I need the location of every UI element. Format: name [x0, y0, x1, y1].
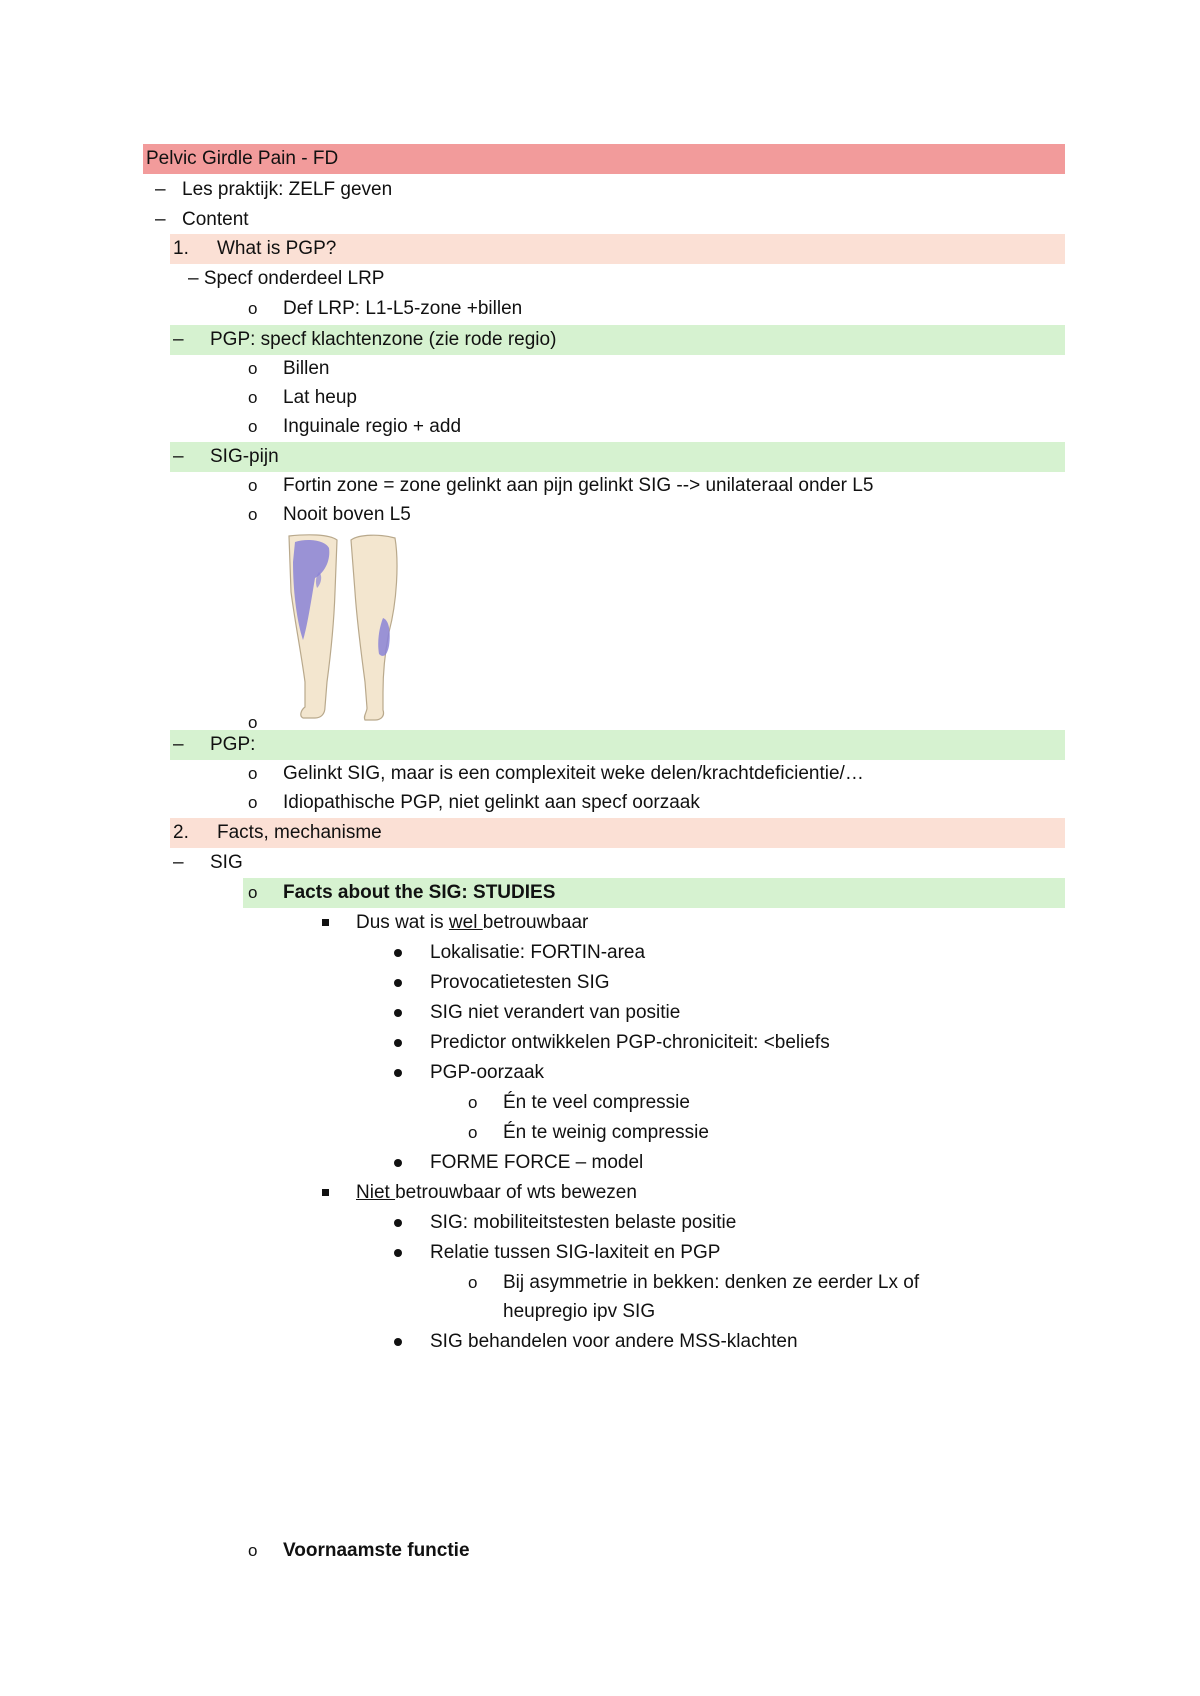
dot-marker [394, 1238, 402, 1268]
circle-marker: o [248, 299, 258, 318]
dash-marker: – [173, 446, 184, 467]
item-text: Inguinale regio + add [283, 416, 462, 437]
dot-marker [394, 1028, 402, 1058]
item-text-part: betrouwbaar of wts bewezen [395, 1182, 637, 1203]
item-text: Lat heup [283, 387, 357, 408]
dot-marker [394, 998, 402, 1028]
item-text: Les praktijk: ZELF geven [182, 179, 393, 200]
item-text [356, 1178, 637, 1208]
circle-marker: o [248, 764, 258, 783]
list-item-continuation: heupregio ipv SIG [503, 1301, 656, 1322]
dot-marker [394, 1327, 402, 1357]
number-marker: 2. [173, 822, 189, 843]
item-text [356, 908, 588, 938]
item-text: Nooit boven L5 [283, 504, 411, 525]
number-marker: 1. [173, 238, 189, 259]
highlight-band-sig-pijn [170, 442, 1065, 472]
list-item: – Specf onderdeel LRP [188, 268, 385, 289]
dash-marker: – [155, 179, 166, 200]
item-text-part: Dus wat is [356, 912, 449, 933]
dash-marker: – [173, 329, 184, 350]
item-text: SIG-pijn [210, 446, 279, 467]
dot-marker [394, 938, 402, 968]
item-text: Provocatietesten SIG [430, 972, 610, 993]
dash-marker: – [173, 734, 184, 755]
circle-marker: o [248, 713, 258, 732]
item-text: PGP: [210, 734, 256, 755]
circle-marker: o [248, 883, 258, 902]
section-title: What is PGP? [217, 238, 337, 259]
item-text: Lokalisatie: FORTIN-area [430, 942, 646, 963]
item-text: Idiopathische PGP, niet gelinkt aan specf oorzaak [283, 792, 700, 813]
item-text: Gelinkt SIG, maar is een complexiteit weke delen/krachtdeficientie/… [283, 763, 864, 784]
item-text: SIG niet verandert van positie [430, 1002, 681, 1023]
item-text: Én te weinig compressie [503, 1122, 709, 1143]
item-text: Billen [283, 358, 330, 379]
item-text: SIG: mobiliteitstesten belaste positie [430, 1212, 737, 1233]
dot-marker [394, 1148, 402, 1178]
circle-marker: o [248, 505, 258, 524]
right-leg-shape [351, 535, 397, 720]
item-text: Facts about the SIG: STUDIES [283, 882, 556, 903]
underlined-text: Niet [356, 1182, 396, 1203]
item-text: Content [182, 209, 249, 230]
circle-marker: o [248, 1541, 258, 1560]
circle-marker: o [248, 793, 258, 812]
dot-marker [394, 1058, 402, 1088]
item-text: Predictor ontwikkelen PGP-chroniciteit: <beliefs [430, 1032, 830, 1053]
underlined-text: wel [448, 912, 483, 933]
circle-marker: o [248, 476, 258, 495]
circle-marker: o [468, 1123, 478, 1142]
item-text: PGP: specf klachtenzone (zie rode regio) [210, 329, 557, 350]
item-text: Relatie tussen SIG-laxiteit en PGP [430, 1242, 721, 1263]
circle-marker: o [248, 417, 258, 436]
dot-marker [394, 968, 402, 998]
item-text-part: betrouwbaar [482, 912, 589, 933]
circle-marker: o [248, 388, 258, 407]
leg-pain-map-icon [285, 532, 403, 724]
item-text: Def LRP: L1-L5-zone +billen [283, 298, 523, 319]
square-marker [322, 908, 329, 938]
item-text: Bij asymmetrie in bekken: denken ze eerder Lx of [503, 1272, 920, 1293]
item-text: Fortin zone = zone gelinkt aan pijn gelinkt SIG --> unilateraal onder L5 [283, 475, 874, 496]
circle-marker: o [248, 359, 258, 378]
section-title: Facts, mechanisme [217, 822, 382, 843]
item-text: SIG [210, 852, 243, 873]
item-text: PGP-oorzaak [430, 1062, 545, 1083]
highlight-band-pgp [170, 730, 1065, 760]
item-text: FORME FORCE – model [430, 1152, 644, 1173]
item-text: Voornaamste functie [283, 1540, 470, 1561]
square-marker [322, 1178, 329, 1208]
circle-marker: o [468, 1273, 478, 1292]
page-title: Pelvic Girdle Pain - FD [146, 148, 339, 169]
dot-marker [394, 1208, 402, 1238]
item-text: Én te veel compressie [503, 1092, 690, 1113]
item-text: SIG behandelen voor andere MSS-klachten [430, 1331, 798, 1352]
dash-marker: – [173, 852, 184, 873]
dash-marker: – [155, 209, 166, 230]
circle-marker: o [468, 1093, 478, 1112]
